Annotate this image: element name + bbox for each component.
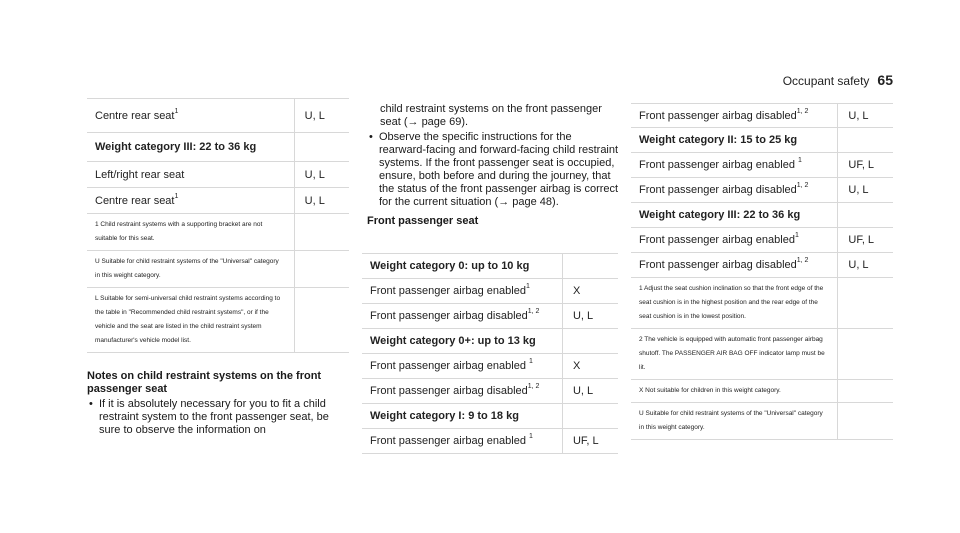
weight-category-heading: Weight category 0: up to 10 kg: [362, 254, 618, 279]
footnote-row: [87, 214, 349, 251]
suitability-value: UF, L: [838, 228, 893, 253]
suitability-value: X: [562, 354, 618, 379]
seat-label: Centre rear seat$^1$: [87, 188, 294, 214]
table-row: [362, 429, 618, 454]
suitability-value: U, L: [562, 304, 618, 329]
front-seat-suitability-table: [362, 253, 618, 454]
page-number: 65: [877, 72, 893, 88]
footnote-row: [631, 278, 893, 329]
seat-label: Front passenger airbag enabled $^1$: [362, 354, 562, 379]
footnote-row: [631, 380, 893, 403]
seat-label: Centre rear seat$^1$: [87, 99, 294, 133]
suitability-value: U, L: [838, 104, 893, 128]
table-row: [631, 253, 893, 278]
weight-category-heading: Weight category 0+: up to 13 kg: [362, 329, 618, 354]
table-row: [631, 228, 893, 253]
seat-label: Left/right rear seat: [87, 162, 294, 188]
bullet-item: • Observe the specific instructions for the rearward-facing and forward-facing child restraint systems. If the front passenger seat is occupied, ensure, both before and during the journey, that the status of the front passenger airbag is correct for the current situation (→ page 48).: [367, 131, 619, 209]
table-row: [87, 162, 349, 188]
continued-paragraph: child restraint systems on the front passenger seat (→ page 69).: [380, 103, 602, 128]
seat-label: Front passenger airbag disabled$^{1, 2}$: [362, 304, 562, 329]
suitability-value: U, L: [294, 162, 349, 188]
footnote: L Suitable for semi-universal child restraint systems according to the table in "Recommended child restraint systems", or if the vehicle and the seat are listed in the child restraint system manufacturer's vehicle model list.: [87, 288, 294, 353]
weight-category-heading: Weight category III: 22 to 36 kg: [631, 203, 893, 228]
section-title: Occupant safety: [782, 74, 870, 88]
table-row: [362, 279, 618, 304]
seat-label: Front passenger airbag enabled$^1$: [631, 228, 838, 253]
suitability-value: UF, L: [562, 429, 618, 454]
table-row: [631, 104, 893, 128]
footnote: X Not suitable for children in this weight category.: [631, 380, 838, 403]
footnote-row: [87, 288, 349, 353]
seat-label: Front passenger airbag disabled$^{1, 2}$: [362, 379, 562, 404]
footnote-row: [87, 251, 349, 288]
weight-category-heading: Weight category I: 9 to 18 kg: [362, 404, 618, 429]
suitability-value: U, L: [562, 379, 618, 404]
seat-label: Front passenger airbag enabled $^1$: [631, 153, 838, 178]
bullet-item: • If it is absolutely necessary for you to fit a child restraint system to the front passenger seat, be sure to observe the information on: [87, 398, 352, 437]
footnote-row: [631, 403, 893, 440]
notes-heading: Notes on child restraint systems on the front passenger seat: [87, 370, 322, 395]
weight-category-heading: Weight category II: 15 to 25 kg: [631, 128, 893, 153]
rear-seat-suitability-table: [87, 98, 349, 353]
seat-label: Front passenger airbag disabled$^{1, 2}$: [631, 253, 838, 278]
footnote-row: [631, 329, 893, 380]
footnote: 1 Child restraint systems with a supporting bracket are not suitable for this seat.: [87, 214, 294, 251]
seat-label: Front passenger airbag enabled$^1$: [362, 279, 562, 304]
footnote: 1 Adjust the seat cushion inclination so that the front edge of the seat cushion is in the highest position and the rear edge of the seat cushion is in the lowest position.: [631, 278, 838, 329]
middle-column-text: [367, 103, 619, 228]
seat-label: Front passenger airbag disabled$^{1, 2}$: [631, 104, 838, 128]
table-row: [362, 304, 618, 329]
suitability-value: U, L: [294, 99, 349, 133]
notes-section: [87, 370, 352, 437]
table-row: [87, 99, 349, 133]
table-row: [87, 188, 349, 214]
suitability-value: U, L: [294, 188, 349, 214]
suitability-value: X: [562, 279, 618, 304]
suitability-value: U, L: [838, 178, 893, 203]
table-row: [362, 354, 618, 379]
footnote: U Suitable for child restraint systems of the "Universal" category in this weight category.: [631, 403, 838, 440]
section-heading: Front passenger seat: [367, 215, 479, 227]
suitability-value: UF, L: [838, 153, 893, 178]
page-header: [783, 72, 893, 88]
seat-label: Front passenger airbag disabled$^{1, 2}$: [631, 178, 838, 203]
front-seat-suitability-table-continued: [631, 103, 893, 440]
footnote: 2 The vehicle is equipped with automatic front passenger airbag shutoff. The PASSENGER AIR BAG OFF indicator lamp must be lit.: [631, 329, 838, 380]
suitability-value: U, L: [838, 253, 893, 278]
footnote: U Suitable for child restraint systems of the "Universal" category in this weight category.: [87, 251, 294, 288]
table-row: [631, 178, 893, 203]
seat-label: Front passenger airbag enabled $^1$: [362, 429, 562, 454]
table-row: [631, 153, 893, 178]
weight-category-heading: Weight category III: 22 to 36 kg: [87, 133, 349, 162]
table-row: [362, 379, 618, 404]
